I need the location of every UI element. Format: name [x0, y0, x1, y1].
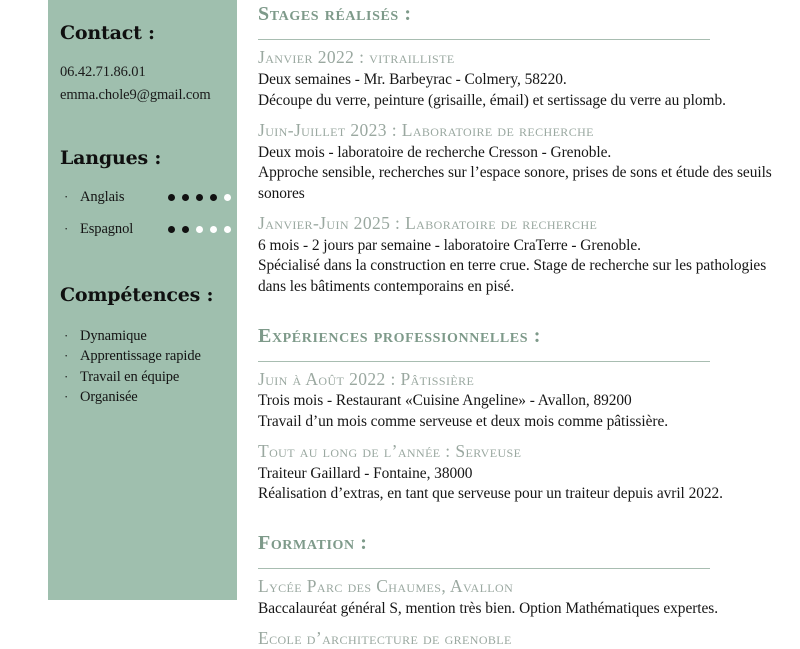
spacer [258, 298, 788, 312]
cv-entry [258, 576, 788, 619]
bullet-icon: · [64, 368, 69, 384]
entry-body [258, 391, 788, 432]
cv-section [258, 4, 788, 297]
skill-label: Dynamique [80, 327, 147, 344]
bullet-icon: · [64, 189, 69, 205]
skills-heading: Compétences : [60, 283, 214, 306]
language-label: Espagnol [80, 220, 134, 237]
bullet-icon: · [64, 389, 69, 405]
section-divider [258, 39, 710, 40]
language-rating-anglais [168, 194, 231, 201]
main-content [258, 0, 788, 649]
bullet-icon: · [64, 348, 69, 364]
spacer [258, 205, 788, 213]
cv-entry [258, 628, 788, 649]
rating-dot-filled [210, 194, 217, 201]
entry-heading: Janvier-Juin 2025 : Laboratoire de recherche [258, 213, 598, 234]
rating-dot-filled [182, 194, 189, 201]
language-rating-espagnol [168, 226, 231, 233]
bullet-icon: · [64, 221, 69, 237]
entry-line: 6 mois - 2 jours par semaine - laboratoire CraTerre - Grenoble. [258, 236, 641, 254]
cv-section [258, 533, 788, 649]
entry-line: Découpe du verre, peinture (grisaille, émail) et sertissage du verre au plomb. [258, 91, 726, 109]
contact-heading: Contact : [60, 22, 155, 44]
list-item [60, 326, 223, 347]
rating-dot-empty [224, 226, 231, 233]
spacer [258, 433, 788, 441]
bullet-icon: · [64, 327, 69, 343]
rating-dot-empty [210, 226, 217, 233]
cv-entry [258, 441, 788, 505]
rating-dot-empty [196, 226, 203, 233]
skill-label: Organisée [80, 389, 138, 406]
entry-body [258, 464, 788, 505]
entry-line: Traiteur Gaillard - Fontaine, 38000 [258, 464, 473, 482]
rating-dot-filled [182, 226, 189, 233]
entry-line: Spécialisé dans la construction en terre crue. Stage de recherche sur les pathologies dans les bâtiments contemporains en pisé. [258, 257, 767, 295]
languages-heading: Langues : [60, 146, 162, 169]
language-label: Anglais [80, 188, 125, 205]
spacer [258, 620, 788, 628]
section-divider [258, 568, 710, 569]
cv-entry [258, 369, 788, 433]
entry-line: Approche sensible, recherches sur l’espace sonore, prises de sons et étude des seuils sonores [258, 164, 772, 202]
entry-heading: Tout au long de l’année : Serveuse [258, 441, 522, 462]
cv-entry [258, 47, 788, 111]
list-item [60, 367, 223, 388]
entry-line: Deux mois - laboratoire de recherche Cresson - Grenoble. [258, 143, 612, 161]
rating-dot-filled [196, 194, 203, 201]
entry-line: Baccalauréat général S, mention très bien. Option Mathématiques expertes. [258, 599, 719, 617]
entry-line: Réalisation d’extras, en tant que serveuse pour un traiteur depuis avril 2022. [258, 485, 723, 503]
entry-line: Travail d’un mois comme serveuse et deux mois comme pâtissière. [258, 412, 669, 430]
section-heading: Stages réalisés : [258, 3, 412, 26]
list-item [60, 346, 223, 367]
section-heading: Expériences professionnelles : [258, 324, 541, 347]
rating-dot-empty [224, 194, 231, 201]
entry-body [258, 70, 788, 111]
entry-heading: Juin à Août 2022 : Pâtissière [258, 368, 475, 389]
entry-heading: Janvier 2022 : vitrailliste [258, 47, 455, 68]
skills-list [60, 326, 223, 408]
list-item [60, 189, 223, 206]
cv-section [258, 326, 788, 505]
entry-line: Trois mois - Restaurant «Cuisine Angeline» - Avallon, 89200 [258, 392, 632, 410]
entry-heading: Ecole d’architecture de grenoble [258, 628, 512, 649]
entry-heading: Lycée Parc des Chaumes, Avallon [258, 576, 514, 597]
spacer [258, 506, 788, 520]
spacer [258, 112, 788, 120]
entry-body [258, 599, 788, 619]
entry-line: Deux semaines - Mr. Barbeyrac - Colmery, 58220. [258, 71, 567, 89]
email-address: emma.chole9@gmail.com [60, 87, 211, 104]
skill-label: Apprentissage rapide [80, 348, 201, 365]
languages-list [60, 189, 223, 238]
section-heading: Formation : [258, 532, 368, 555]
contact-details [60, 61, 223, 108]
entry-body [258, 143, 788, 204]
skill-label: Travail en équipe [80, 368, 180, 385]
rating-dot-filled [168, 226, 175, 233]
section-divider [258, 361, 710, 362]
phone-number: 06.42.71.86.01 [60, 63, 146, 80]
cv-entry [258, 120, 788, 204]
sidebar [48, 0, 237, 600]
cv-entry [258, 213, 788, 297]
entry-heading: Juin-Juillet 2023 : Laboratoire de recherche [258, 119, 594, 140]
list-item [60, 221, 223, 238]
entry-body [258, 236, 788, 297]
list-item [60, 387, 223, 408]
rating-dot-filled [168, 194, 175, 201]
